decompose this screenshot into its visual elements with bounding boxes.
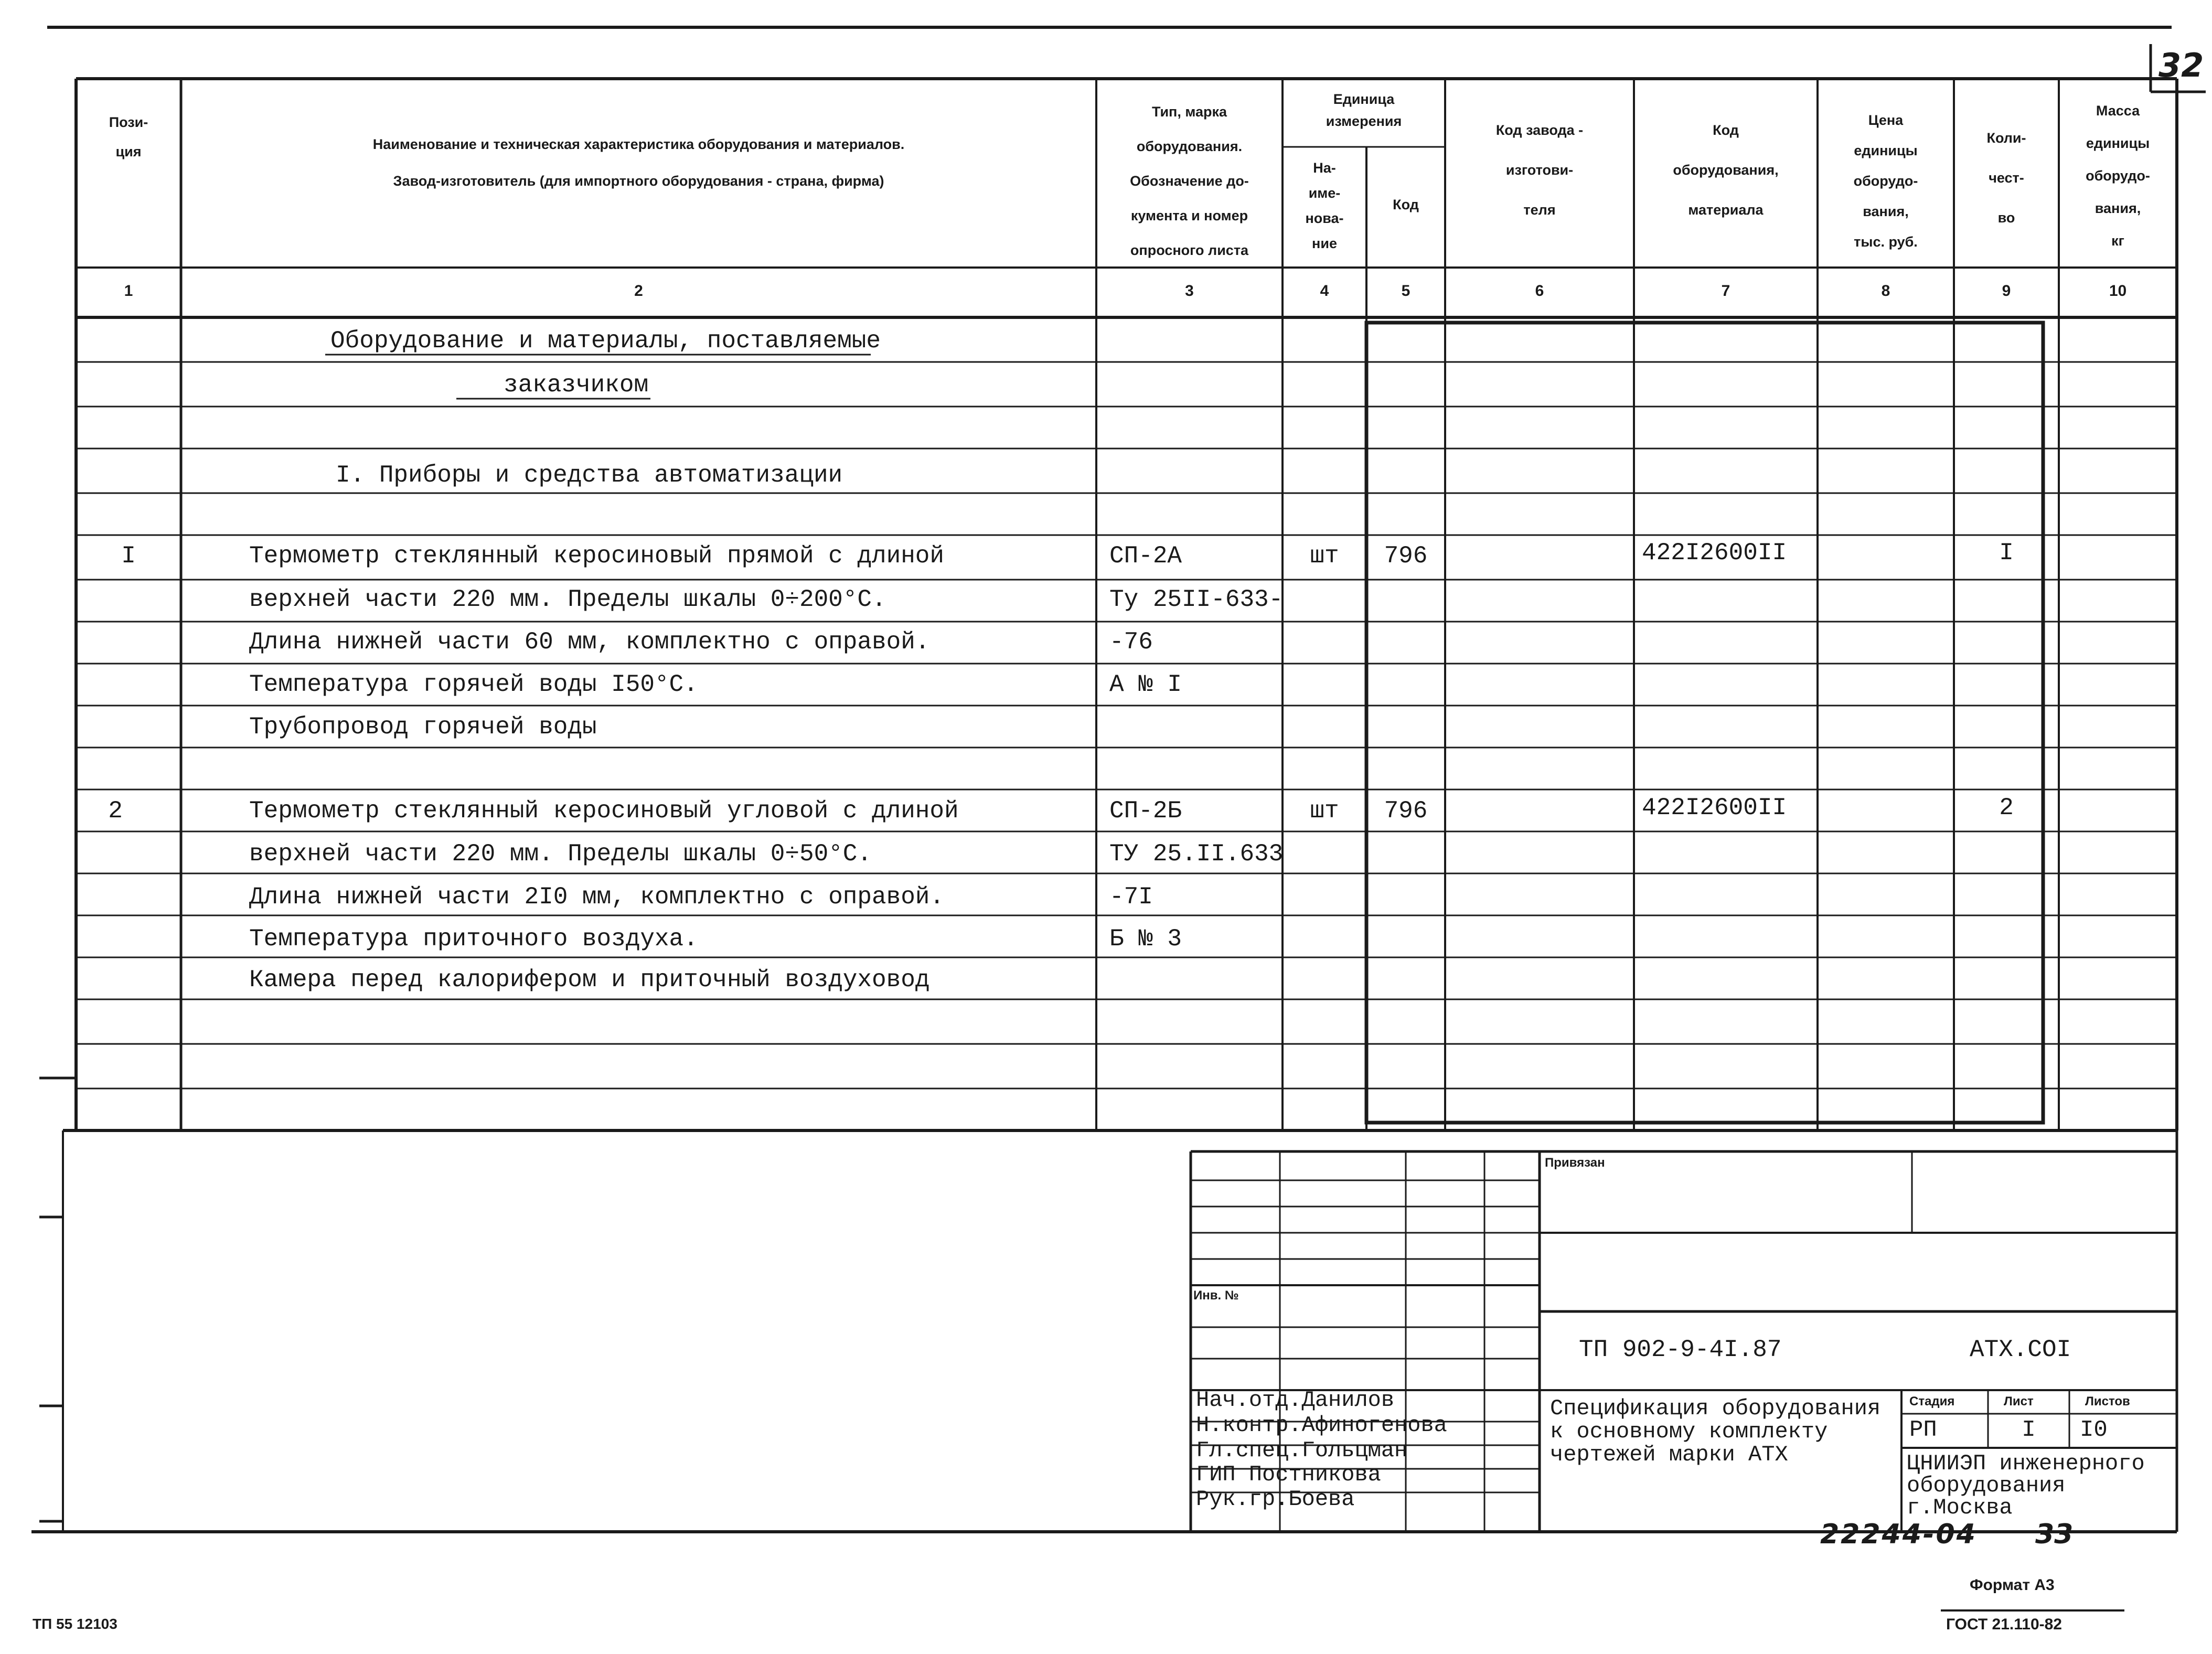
header-col-9-line: чест-	[1989, 170, 2024, 186]
stamp-sheet-label: Лист	[2004, 1394, 2034, 1408]
stamp-signature: ГИП Постникова	[1196, 1462, 1381, 1487]
header-col-4-line: нова-	[1305, 210, 1344, 226]
header-col-10-line: единицы	[2086, 135, 2150, 151]
gost-label: ГОСТ 21.110-82	[1946, 1616, 2062, 1633]
col-number: 4	[1320, 282, 1329, 300]
item-description-line: Длина нижней части 60 мм, комплектно с оправой.	[249, 628, 930, 656]
col-number: 1	[124, 282, 133, 300]
header-col-6-line: изготови-	[1505, 162, 1574, 178]
item-type-line: ТУ 25.II.633	[1109, 840, 1284, 868]
header-col-7	[1634, 110, 1818, 230]
stamp-stage-label: Стадия	[1909, 1394, 1955, 1408]
item-unit-name: шт	[1310, 542, 1339, 570]
stamp-sheets-value: I0	[2080, 1417, 2108, 1443]
stamp-sheet-value: I	[2022, 1417, 2036, 1443]
handwritten-number: 22244-04	[1820, 1519, 1977, 1550]
header-col-1-line: ция	[115, 144, 142, 159]
stamp-signature: Гл.спец.Гольцман	[1196, 1438, 1408, 1463]
header-units-line: измерения	[1326, 113, 1402, 129]
section-subtitle: I. Приборы и средства автоматизации	[336, 462, 843, 489]
col-number: 10	[2109, 282, 2127, 300]
header-col-1	[76, 108, 181, 166]
header-col-10	[2059, 94, 2177, 257]
item-type-line: -76	[1109, 628, 1153, 656]
stamp-title-line: к основному комплекту	[1550, 1419, 1828, 1444]
header-col-3-line: Обозначение до-	[1130, 173, 1249, 189]
header-col-4-line: ние	[1312, 236, 1337, 251]
item-description-line: верхней части 220 мм. Пределы шкалы 0÷200°С.	[249, 586, 886, 613]
header-col-2	[181, 126, 1096, 199]
header-col-9	[1954, 118, 2059, 238]
col-number: 5	[1401, 282, 1410, 300]
stamp-inv-no-label: Инв. №	[1193, 1288, 1239, 1303]
item-description-line: Термометр стеклянный керосиновый прямой с длиной	[249, 542, 945, 570]
item-quantity: 2	[1999, 794, 2014, 821]
header-col-6-line: теля	[1523, 202, 1556, 218]
header-col-5-line: Код	[1393, 197, 1419, 212]
stamp-doc-code: ТП 902-9-4I.87	[1579, 1336, 1782, 1363]
item-unit-name: шт	[1310, 797, 1339, 825]
header-units-line: Единица	[1333, 91, 1395, 107]
header-col-7-line: материала	[1688, 202, 1764, 218]
stamp-stage-value: РП	[1909, 1417, 1937, 1443]
header-col-8	[1818, 105, 1954, 257]
item-equipment-code: 422I2600II	[1642, 794, 1787, 821]
stamp-mark: АТХ.СОI	[1970, 1336, 2071, 1363]
item-description-line: Температура приточного воздуха.	[249, 925, 698, 953]
col-number: 6	[1535, 282, 1544, 300]
item-type-line: Б № 3	[1109, 925, 1182, 953]
col-number: 3	[1185, 282, 1194, 300]
stamp-sheets-label: Листов	[2085, 1394, 2130, 1408]
col-number: 8	[1881, 282, 1890, 300]
item-type-line: А № I	[1109, 671, 1182, 698]
stamp-title-line: Спецификация оборудования	[1550, 1396, 1881, 1421]
section-title: Оборудование и материалы, поставляемые	[330, 327, 881, 355]
header-col-3-line: кумента и номер	[1130, 208, 1248, 223]
header-col-7-line: оборудования,	[1673, 162, 1779, 178]
item-description-line: Термометр стеклянный керосиновый угловой с длиной	[249, 797, 959, 825]
item-type-line: Ту 25II-633-	[1109, 586, 1284, 613]
item-position: I	[121, 542, 136, 570]
item-type-line: -7I	[1109, 883, 1153, 911]
item-equipment-code: 422I2600II	[1642, 539, 1787, 567]
stamp-title-line: чертежей марки АТХ	[1550, 1442, 1788, 1467]
header-col-8-line: оборудо-	[1853, 173, 1918, 189]
header-col-3	[1096, 94, 1283, 268]
header-col-2-line: Завод-изготовитель (для импортного оборудования - страна, фирма)	[393, 173, 884, 189]
sheet-corner-number: 32	[2158, 46, 2204, 84]
stamp-signature: Н.контр.Афиногенова	[1196, 1413, 1447, 1438]
header-col-10-line: оборудо-	[2086, 168, 2150, 184]
stamp-org-line: г.Москва	[1907, 1495, 2013, 1520]
item-quantity: I	[1999, 539, 2014, 567]
item-description-line: Температура горячей воды I50°С.	[249, 671, 698, 698]
col-number: 2	[634, 282, 643, 300]
item-type-line: СП-2Б	[1109, 797, 1182, 825]
handwritten-page: 33	[2035, 1519, 2074, 1550]
item-position: 2	[108, 797, 123, 825]
header-col-6	[1445, 110, 1634, 230]
item-description-line: Камера перед калорифером и приточный воздуховод	[249, 966, 930, 994]
header-col-9-line: во	[1997, 210, 2015, 226]
stamp-org-line: оборудования	[1907, 1473, 2066, 1498]
corner-code: ТП 55 12103	[33, 1616, 117, 1632]
header-col-9-line: Коли-	[1986, 130, 2026, 146]
header-col-1-line: Пози-	[109, 114, 148, 130]
header-col-3-line: оборудования.	[1136, 138, 1243, 154]
item-description-line: Трубопровод горячей воды	[249, 713, 597, 741]
item-description-line: верхней части 220 мм. Пределы шкалы 0÷50°С.	[249, 840, 872, 868]
header-col-8-line: вания,	[1863, 204, 1909, 219]
header-col-8-line: единицы	[1854, 143, 1918, 158]
header-col-2-line: Наименование и техническая характеристика оборудования и материалов.	[372, 136, 905, 152]
format-label: Формат А3	[1970, 1576, 2055, 1594]
item-unit-code: 796	[1384, 797, 1428, 825]
col-number: 9	[2002, 282, 2011, 300]
header-col-6-line: Код завода -	[1495, 122, 1584, 138]
header-col-10-line: кг	[2111, 233, 2124, 249]
stamp-org-line: ЦНИИЭП инженерного	[1907, 1451, 2145, 1476]
section-title: заказчиком	[504, 371, 649, 399]
stamp-privyazan-label: Привязан	[1545, 1156, 1605, 1170]
stamp-signature: Нач.отд.Данилов	[1196, 1388, 1395, 1413]
header-col-4	[1283, 155, 1366, 256]
item-description-line: Длина нижней части 2I0 мм, комплектно с оправой.	[249, 883, 945, 911]
header-col-5	[1366, 190, 1445, 219]
col-number: 7	[1721, 282, 1730, 300]
header-col-7-line: Код	[1713, 122, 1739, 138]
header-col-3-line: опросного листа	[1130, 242, 1249, 258]
header-col-4-line: На-	[1313, 160, 1336, 176]
item-unit-code: 796	[1384, 542, 1428, 570]
header-col-8-line: Цена	[1868, 112, 1904, 128]
header-col-10-line: Масса	[2096, 103, 2140, 119]
header-col-4-line: име-	[1308, 185, 1341, 201]
header-col-8-line: тыс. руб.	[1854, 234, 1918, 250]
stamp-signature: Рук.гр.Боева	[1196, 1487, 1355, 1512]
item-type-line: СП-2А	[1109, 542, 1182, 570]
header-col-3-line: Тип, марка	[1151, 104, 1227, 120]
header-units-group	[1283, 88, 1445, 132]
header-col-10-line: вания,	[2095, 200, 2141, 216]
